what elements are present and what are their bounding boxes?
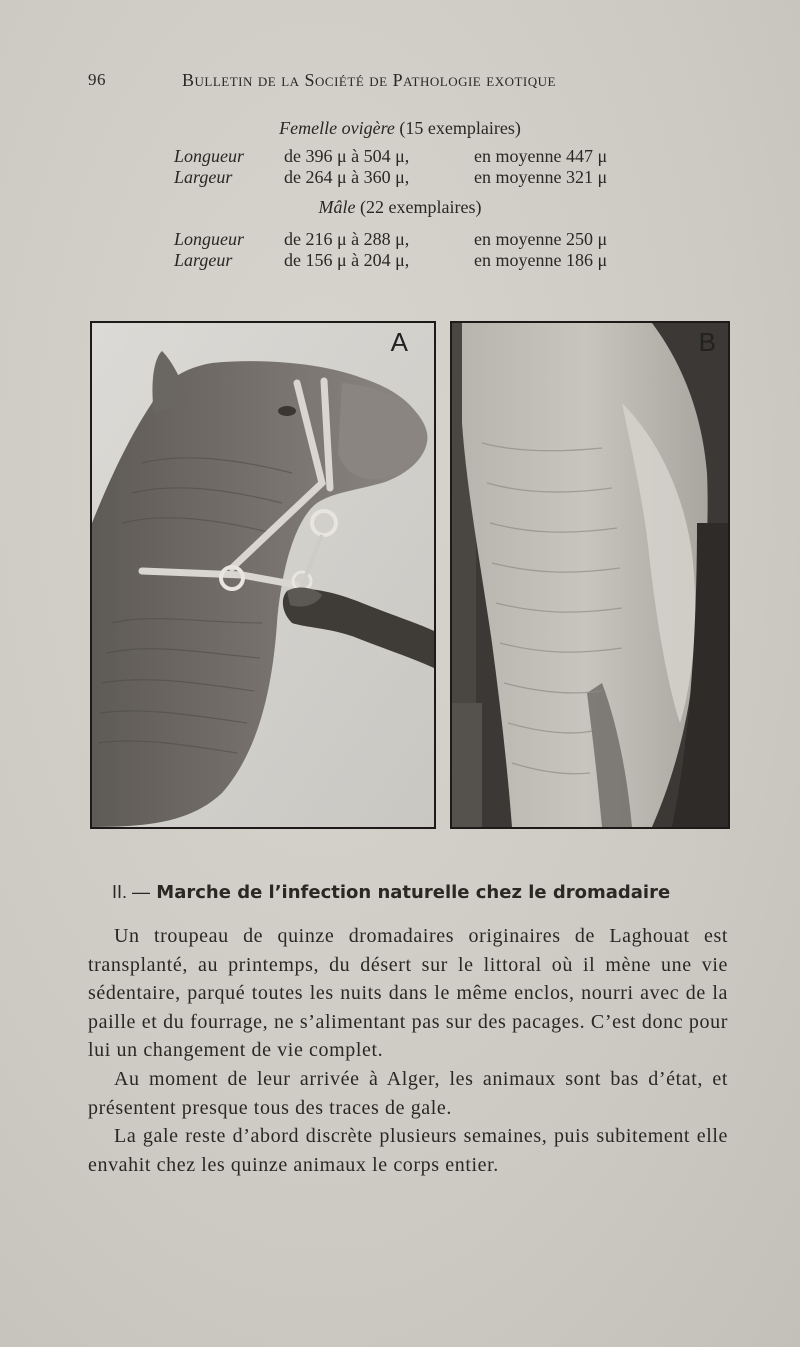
journal-title: Bulletin de la Société de Pathologie exotique: [182, 70, 556, 90]
male-length-row: [174, 229, 674, 251]
row-average: en moyenne 447 μ: [474, 146, 608, 166]
row-average: en moyenne 250 μ: [474, 229, 608, 249]
section-heading: [112, 882, 732, 903]
row-range: de 156 μ à 204 μ,: [284, 250, 410, 270]
row-label: Longueur: [174, 229, 245, 249]
body-text: [88, 922, 728, 1179]
female-length-row: [174, 146, 674, 168]
male-title-count: (22 exemplaires): [360, 197, 482, 217]
running-head: [88, 70, 648, 94]
row-average: en moyenne 186 μ: [474, 250, 608, 270]
camel-head-illustration: [92, 323, 434, 827]
figure-a-label: A: [390, 327, 408, 357]
male-width-row: [174, 250, 674, 272]
row-range: de 264 μ à 360 μ,: [284, 167, 410, 187]
row-average: en moyenne 321 μ: [474, 167, 608, 187]
row-label: Largeur: [174, 167, 233, 187]
female-width-row: [174, 167, 674, 189]
row-label: Longueur: [174, 146, 245, 166]
figure-b-label: B: [698, 327, 716, 357]
page-number: 96: [88, 70, 106, 89]
row-range: de 396 μ à 504 μ,: [284, 146, 410, 166]
paragraph: Un troupeau de quinze dromadaires originaires de Laghouat est transplanté, au printemps, du désert sur le littoral où il mène une vie sédentaire, parqué toutes les nuits dans le même enclos, nourri avec de la paille et du fourrage, ne s’alimentant pas sur des pacages. C’est donc pour lui un changement de vie complet.: [88, 925, 728, 1062]
male-title-italic: Mâle: [318, 197, 356, 217]
male-group-title: [120, 197, 680, 218]
female-title-italic: Femelle ovigère: [279, 118, 395, 138]
section-title: Marche de l’infection naturelle chez le dromadaire: [156, 882, 671, 903]
paragraph: La gale reste d’abord discrète plusieurs semaines, puis subitement elle envahit chez les quinze animaux le corps entier.: [88, 1125, 728, 1176]
female-title-count: (15 exemplaires): [399, 118, 521, 138]
figure-a-camel-head-photo: [90, 321, 436, 829]
figure-b-camel-legs-photo: [450, 321, 730, 829]
section-number: II. —: [112, 882, 151, 902]
camel-legs-illustration: [452, 323, 728, 827]
female-group-title: [120, 118, 680, 139]
paragraph: Au moment de leur arrivée à Alger, les animaux sont bas d’état, et présentent presque tous des traces de gale.: [88, 1067, 728, 1119]
row-label: Largeur: [174, 250, 233, 270]
row-range: de 216 μ à 288 μ,: [284, 229, 410, 249]
